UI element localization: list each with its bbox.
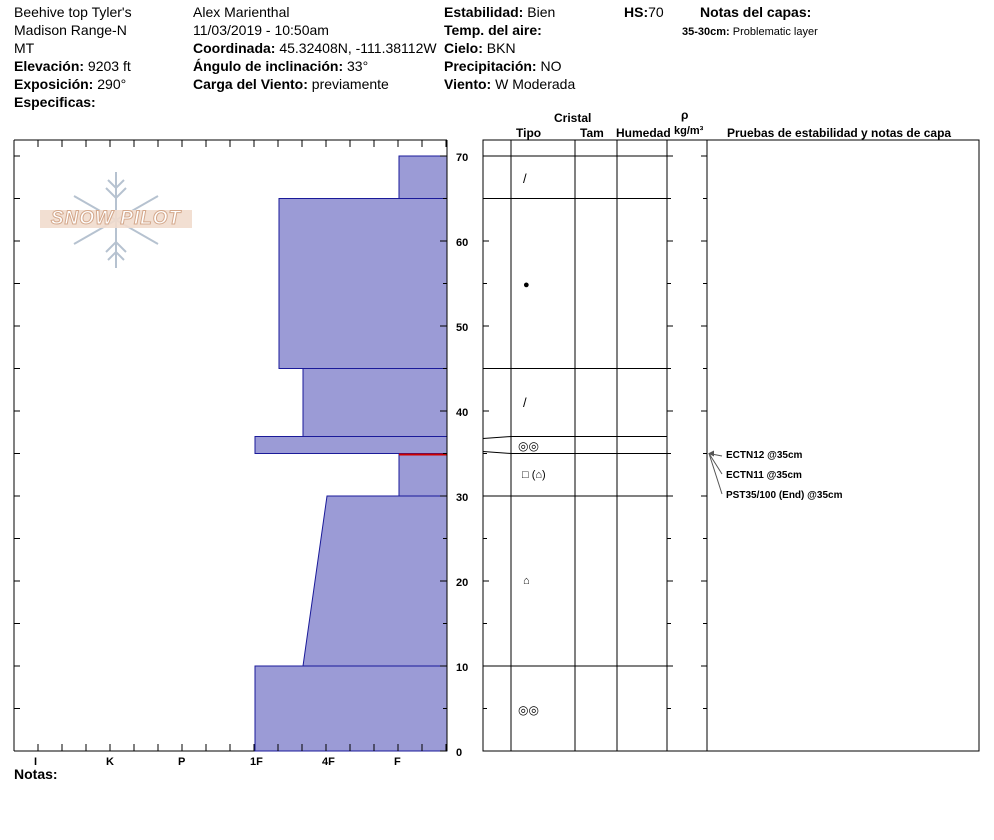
hardness-label-k: K bbox=[106, 756, 114, 768]
layer-bar-4 bbox=[255, 437, 447, 454]
col-humedad: Humedad bbox=[616, 126, 671, 140]
col-cristal: Cristal bbox=[554, 111, 592, 125]
depth-label-50: 50 bbox=[456, 322, 469, 334]
col-density-unit: kg/m³ bbox=[674, 125, 704, 137]
coordinate-label: Coordinada: bbox=[193, 40, 276, 56]
wind-load-value: previamente bbox=[311, 76, 389, 92]
aspect-label: Exposición: bbox=[14, 76, 94, 92]
sky-label: Cielo: bbox=[444, 40, 483, 56]
depth-label-0: 0 bbox=[456, 747, 463, 759]
stability-value: Bien bbox=[527, 4, 556, 20]
location-line-2: Madison Range-N bbox=[14, 22, 127, 38]
precip-value: NO bbox=[540, 58, 562, 74]
layer-bar-1 bbox=[399, 156, 447, 199]
grain-symbol-layer-1: / bbox=[523, 171, 527, 186]
layer-bar-5 bbox=[399, 454, 447, 497]
layer-note-depth: 35-30cm: bbox=[682, 26, 730, 38]
test-arrow-head bbox=[708, 451, 714, 457]
hardness-label-i: I bbox=[34, 756, 38, 768]
hardness-label-f: F bbox=[394, 756, 401, 768]
elevation-value: 9203 ft bbox=[87, 58, 131, 74]
hs-label: HS: bbox=[624, 4, 649, 20]
notes-label: Notas: bbox=[14, 766, 58, 782]
datetime: 11/03/2019 - 10:50am bbox=[193, 22, 329, 38]
hardness-label-p: P bbox=[178, 756, 186, 768]
precip-label: Precipitación: bbox=[444, 58, 537, 74]
grain-symbol-layer-6: ⌂ bbox=[523, 575, 530, 587]
wind-label: Viento: bbox=[444, 76, 492, 92]
slope-value: 33° bbox=[347, 58, 369, 74]
depth-label-70: 70 bbox=[456, 152, 469, 164]
specifics-label: Especificas: bbox=[14, 94, 96, 110]
stability-test-3: PST35/100 (End) @35cm bbox=[726, 490, 843, 501]
air-temp-label: Temp. del aire: bbox=[444, 22, 542, 38]
layer-bar-3 bbox=[303, 369, 447, 437]
depth-label-60: 60 bbox=[456, 237, 469, 249]
slope-label: Ángulo de inclinación: bbox=[193, 58, 344, 74]
wind-load-label: Carga del Viento: bbox=[193, 76, 308, 92]
depth-label-10: 10 bbox=[456, 662, 469, 674]
depth-label-30: 30 bbox=[456, 492, 469, 504]
grain-symbol-layer-5: □ (⌂) bbox=[522, 469, 546, 481]
hardness-label-1f: 1F bbox=[250, 756, 263, 768]
col-tests: Pruebas de estabilidad y notas de capa bbox=[727, 126, 952, 140]
layer-boundary-line bbox=[483, 437, 511, 439]
coordinate-value: 45.32408N, -111.38112W bbox=[279, 40, 437, 56]
test-arrow-3 bbox=[709, 454, 722, 495]
layer-notes-label: Notas del capas: bbox=[700, 4, 812, 20]
layer-boundary-line bbox=[483, 452, 511, 454]
col-tipo: Tipo bbox=[516, 126, 542, 140]
depth-label-20: 20 bbox=[456, 577, 469, 589]
depth-label-40: 40 bbox=[456, 407, 469, 419]
grain-symbol-layer-3: / bbox=[523, 395, 527, 410]
stability-label: Estabilidad: bbox=[444, 4, 524, 20]
sky-value: BKN bbox=[486, 40, 516, 56]
col-tam: Tam bbox=[580, 126, 604, 140]
stability-test-2: ECTN11 @35cm bbox=[726, 470, 802, 481]
test-arrow-2 bbox=[709, 454, 722, 475]
wind-value: W Moderada bbox=[495, 76, 576, 92]
grain-symbol-layer-4: ◎◎ bbox=[518, 439, 539, 453]
layer-bar-2 bbox=[279, 199, 447, 369]
location-line-1: Beehive top Tyler's bbox=[14, 4, 132, 20]
grain-symbol-layer-2: ● bbox=[523, 279, 530, 291]
layer-bar-6 bbox=[303, 496, 447, 666]
logo-text: SNOW PILOT bbox=[50, 208, 182, 229]
location-line-3: MT bbox=[14, 40, 35, 56]
hardness-label-4f: 4F bbox=[322, 756, 335, 768]
col-rho: ρ bbox=[681, 108, 689, 122]
elevation-label: Elevación: bbox=[14, 58, 85, 74]
aspect-value: 290° bbox=[97, 76, 127, 92]
hs-value: 70 bbox=[648, 4, 664, 20]
grain-symbol-layer-7: ◎◎ bbox=[518, 703, 539, 717]
stability-test-1: ECTN12 @35cm bbox=[726, 450, 803, 461]
observer: Alex Marienthal bbox=[193, 4, 290, 20]
layer-bar-7 bbox=[255, 666, 447, 751]
layer-note-text: Problematic layer bbox=[732, 26, 818, 38]
layer-table-frame bbox=[483, 140, 979, 751]
